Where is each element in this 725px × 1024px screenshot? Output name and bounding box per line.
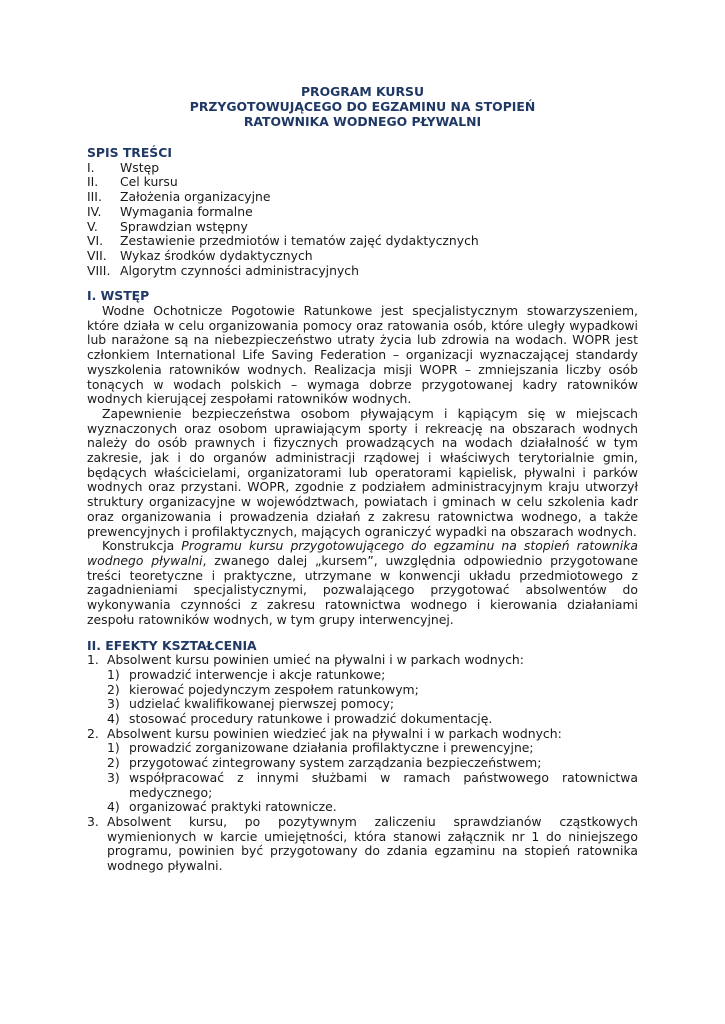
subitem-number: 4) <box>107 711 120 727</box>
toc-item-label: Algorytm czynności administracyjnych <box>120 262 359 278</box>
subitem-number: 3) <box>107 696 120 712</box>
toc-item <box>87 205 638 220</box>
title-line-2: PRZYGOTOWUJĄCEGO DO EGZAMINU NA STOPIEŃ <box>189 99 536 114</box>
document-content <box>87 84 638 874</box>
subitem-number: 4) <box>107 799 120 815</box>
subitem-text: stosować procedury ratunkowe i prowadzić dokumentację. <box>129 711 493 727</box>
subitem-text: udzielać kwalifikowanej pierwszej pomocy; <box>129 696 395 712</box>
section-heading-outcomes: II. EFEKTY KSZTAŁCENIA <box>87 637 257 653</box>
toc-heading: SPIS TREŚCI <box>87 145 172 160</box>
toc-item-number: V. <box>87 218 98 234</box>
toc-item <box>87 190 638 205</box>
outcome-subitem <box>107 771 638 800</box>
subitem-text: prowadzić interwencje i akcje ratunkowe; <box>129 666 386 682</box>
subitem-number: 1) <box>107 740 120 756</box>
subitem-text: organizować praktyki ratownicze. <box>129 799 337 815</box>
outcome-subitem <box>107 800 638 815</box>
intro-paragraph-2: Zapewnienie bezpieczeństwa osobom pływającym i kąpiącym się w miejscach wyznaczonych oraz osobom uprawiającym sporty i rekreację na obszarach wodnych należy do osób prawnych i fizycznych prowadzących na wodach działalność w tym zakresie, jak i do organów administracji rządowej i właściwych terytorialnie gmin, będących właścicielami, organizatorami lub operatorami kąpielisk, pływalni i parków wodnych oraz przystani. WOPR, zgodnie z podziałem administracyjnym kraju utworzył struktury organizacyjne w województwach, powiatach i gminach w celu szkolenia kadr oraz organizowania i prowadzenia działań z zakresu ratownictwa wodnego, a także prewencyjnych i profilaktycznych, mających ograniczyć wypadki na obszarach wodnych. <box>87 405 638 539</box>
subitem-number: 3) <box>107 769 120 785</box>
toc-item-number: I. <box>87 159 95 175</box>
toc-item <box>87 249 638 264</box>
title-line-1: PROGRAM KURSU <box>300 84 425 99</box>
outcome-text: Absolwent kursu, po pozytywnym zaliczeniu sprawdzianów cząstkowych wymienionych w karcie umiejętności, która stanowi załącznik nr 1 do niniejszego programu, powinien być przygotowany do zdania egzaminu na stopień ratownika wodnego pływalni. <box>107 813 638 874</box>
outcome-number: 3. <box>87 813 99 829</box>
intro-paragraph-1: Wodne Ochotnicze Pogotowie Ratunkowe jest specjalistycznym stowarzyszeniem, które działa w celu organizowania pomocy oraz ratowania osób, które uległy wypadkowi lub narażone są na niebezpieczeństwo utraty życia lub zdrowia na wodach. WOPR jest członkiem International Life Saving Federation – organizacji wyznaczającej standardy wyszkolenia ratowników wodnych. Realizacja misji WOPR – zmniejszania liczby osób tonących w wodach polskich – wymaga dobrze przygotowanej kadry ratowników wodnych kierującej zespołami ratowników wodnych. <box>87 303 638 407</box>
toc-item-label: Sprawdzian wstępny <box>120 218 248 234</box>
toc-item <box>87 264 638 279</box>
title-line-3: RATOWNIKA WODNEGO PŁYWALNI <box>243 114 482 129</box>
toc-item <box>87 161 638 176</box>
toc-item-label: Wstęp <box>120 159 160 175</box>
subitem-text: kierować pojedynczym zespołem ratunkowym; <box>129 681 419 697</box>
subitem-number: 1) <box>107 666 120 682</box>
section-heading-intro: I. WSTĘP <box>87 288 150 304</box>
table-of-contents <box>87 161 638 279</box>
outcome-item <box>87 815 638 874</box>
program-title-italic: Programu kursu przygotowującego do egzaminu na stopień ratownika wodnego pływalni <box>87 538 638 568</box>
toc-item <box>87 234 638 249</box>
outcome-item <box>87 727 638 815</box>
outcome-number: 1. <box>87 652 99 668</box>
subitem-number: 2) <box>107 681 120 697</box>
toc-item-label: Zestawienie przedmiotów i tematów zajęć dydaktycznych <box>120 233 479 249</box>
outcome-subitem <box>107 697 638 712</box>
outcome-sublist <box>107 668 638 727</box>
intro-paragraph-3 <box>87 539 638 627</box>
outcome-subitem <box>107 741 638 756</box>
outcome-subitem <box>107 712 638 727</box>
toc-item-label: Wymagania formalne <box>120 203 253 219</box>
toc-item <box>87 175 638 190</box>
outcomes-list <box>87 653 638 874</box>
toc-item-number: VIII. <box>87 262 111 278</box>
toc-item-number: III. <box>87 189 102 205</box>
toc-item-number: VI. <box>87 233 104 249</box>
toc-item-number: IV. <box>87 203 102 219</box>
intro-p3-start: Konstrukcja <box>102 538 182 554</box>
outcome-subitem <box>107 668 638 683</box>
subitem-text: prowadzić zorganizowane działania profilaktyczne i prewencyjne; <box>129 740 534 756</box>
toc-item-number: II. <box>87 174 99 190</box>
subitem-text: przygotować zintegrowany system zarządzania bezpieczeństwem; <box>129 755 542 771</box>
outcome-subitem <box>107 683 638 698</box>
toc-item-label: Cel kursu <box>120 174 178 190</box>
outcome-subitem <box>107 756 638 771</box>
toc-item-number: VII. <box>87 247 107 263</box>
subitem-text: współpracować z innymi służbami w ramach państwowego ratownictwa medycznego; <box>129 769 638 800</box>
intro-p3-end: , zwanego dalej „kursem”, uwzględnia odpowiednio przygotowane treści teoretyczne i praktyczne, utrzymane w konwencji układu przedmiotowego z zagadnieniami specjalistycznymi, pozwalającego przygotować absolwentów do wykonywania czynności z zakresu ratownictwa wodnego i kierowania działaniami zespołu ratowników wodnych, w tym grupy interwencyjnej. <box>87 552 638 627</box>
outcome-number: 2. <box>87 725 99 741</box>
toc-item-label: Wykaz środków dydaktycznych <box>120 247 313 263</box>
document-title <box>87 84 638 129</box>
subitem-number: 2) <box>107 755 120 771</box>
outcome-item <box>87 653 638 727</box>
outcome-sublist <box>107 741 638 815</box>
outcome-text: Absolwent kursu powinien wiedzieć jak na pływalni i w parkach wodnych: <box>107 725 562 741</box>
outcome-text: Absolwent kursu powinien umieć na pływalni i w parkach wodnych: <box>107 652 524 668</box>
toc-item-label: Założenia organizacyjne <box>120 189 271 205</box>
toc-item <box>87 220 638 235</box>
